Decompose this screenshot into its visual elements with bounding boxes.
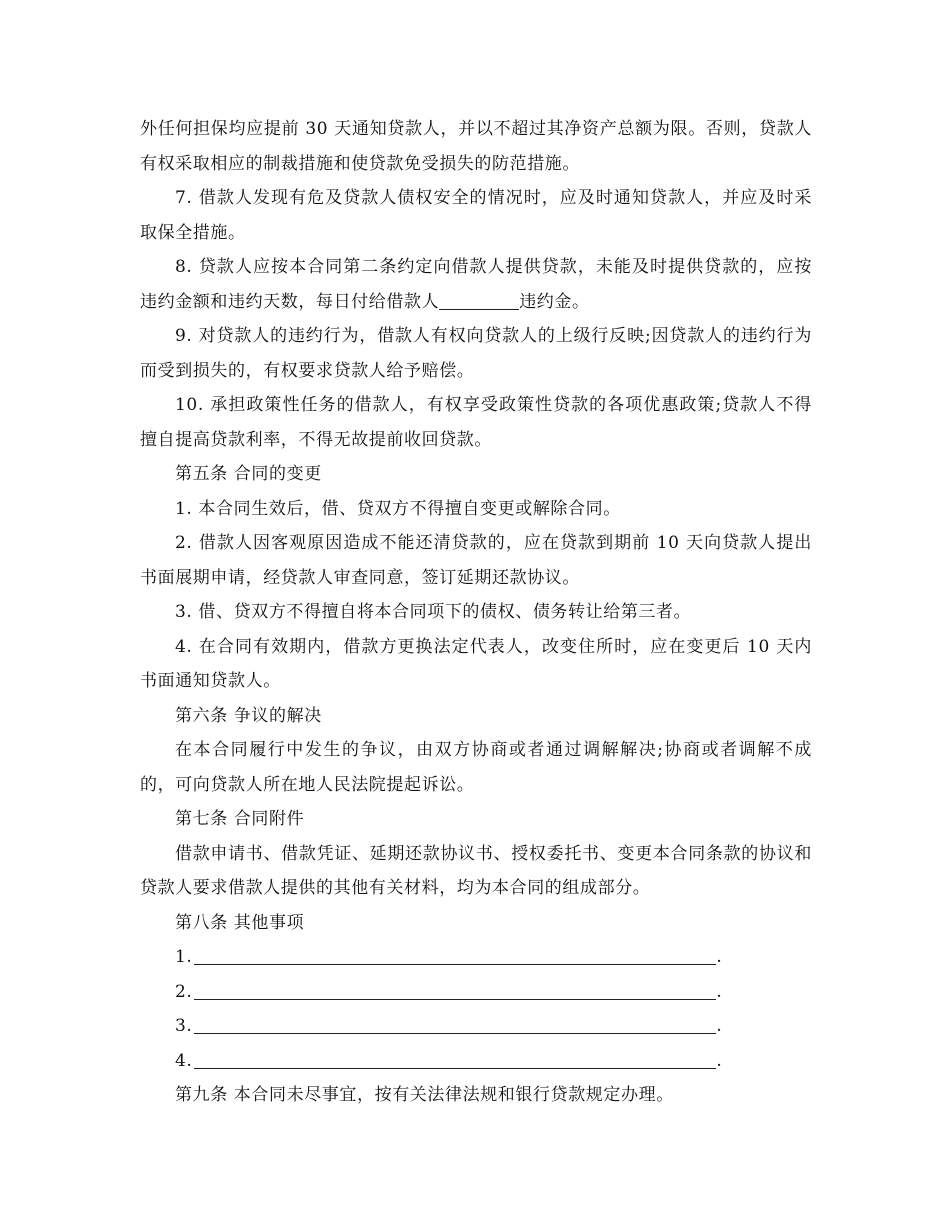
other-item-4-blank [194,1048,716,1069]
other-item-3 [140,1009,812,1044]
article-6-heading: 第六条 争议的解决 [175,705,322,726]
other-item-1-number: 1. [175,947,193,967]
other-item-1-end: . [716,947,723,967]
other-item-3-end: . [716,1016,723,1036]
article-5-heading: 第五条 合同的变更 [175,464,322,484]
other-item-3-blank [194,1013,716,1034]
article-5-item-1: 1. 本合同生效后，借、贷双方不得擅自变更或解除合同。 [175,498,621,519]
clause-10: 10. 承担政策性任务的借款人，有权享受政策性贷款的各项优惠政策;贷款人不得擅自提高贷款利率，不得无故提前收回贷款。 [140,395,812,450]
article-9: 第九条 本合同未尽事宜，按有关法律法规和银行贷款规定办理。 [175,1085,674,1105]
other-item-2-end: . [716,981,723,1002]
contract-text [140,112,812,1113]
clause-8 [140,250,812,319]
article-5-item-2: 2. 借款人因客观原因造成不能还清贷款的，应在贷款到期前 10 天向贷款人提出书面展期申请，经贷款人审查同意，签订延期还款协议。 [140,533,812,588]
article-5-item-3: 3. 借、贷双方不得擅自将本合同项下的债权、债务转让给第三者。 [175,602,692,622]
other-item-4 [140,1044,812,1079]
other-item-4-number: 4. [175,1050,193,1071]
penalty-rate-blank [439,291,519,310]
article-7-heading: 第七条 合同附件 [175,809,305,829]
other-item-2-number: 2. [175,981,193,1002]
article-6-body: 在本合同履行中发生的争议，由双方协商或者通过调解解决;协商或者调解不成的，可向贷款人所在地人民法院提起诉讼。 [140,740,812,795]
other-item-1 [140,940,812,975]
other-item-2-blank [194,979,716,1000]
other-item-4-end: . [716,1050,723,1071]
article-7-body: 借款申请书、借款凭证、延期还款协议书、授权委托书、变更本合同条款的协议和贷款人要求借款人提供的其他有关材料，均为本合同的组成部分。 [140,843,812,898]
clause-8-end: 违约金。 [519,291,590,312]
clause-9: 9. 对贷款人的违约行为，借款人有权向贷款人的上级行反映;因贷款人的违约行为而受到损失的，有权要求贷款人给予赔偿。 [140,326,812,381]
other-item-3-number: 3. [175,1016,193,1036]
clause-8-text: 8. 贷款人应按本合同第二条约定向借款人提供贷款，未能及时提供贷款的，应按违约金额和违约天数，每日付给借款人 [140,257,812,312]
other-item-2 [140,975,812,1010]
other-item-1-blank [194,944,716,965]
clause-7: 7. 借款人发现有危及贷款人债权安全的情况时，应及时通知贷款人，并应及时采取保全措施。 [140,188,812,243]
article-8-heading: 第八条 其他事项 [175,912,305,933]
article-5-item-4: 4. 在合同有效期内，借款方更换法定代表人，改变住所时，应在变更后 10 天内书面通知贷款人。 [140,636,812,691]
paragraph-continuation: 外任何担保均应提前 30 天通知贷款人，并以不超过其净资产总额为限。否则，贷款人有权采取相应的制裁措施和使贷款免受损失的防范措施。 [140,119,812,174]
